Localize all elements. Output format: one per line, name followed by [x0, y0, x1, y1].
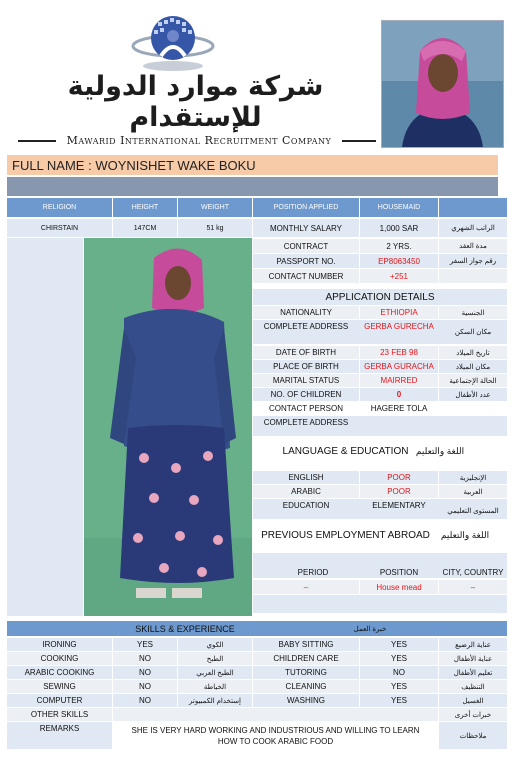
education-arabic: المستوى التعليمي: [447, 507, 499, 515]
contract-arabic: مدة العقد: [439, 239, 507, 253]
other-skills-arabic: خبرات أخرى: [439, 708, 507, 721]
pob-label: PLACE OF BIRTH: [253, 360, 359, 373]
company-logo: [128, 8, 218, 80]
language-title-arabic: اللغة والتعليم: [415, 445, 465, 456]
remarks-value: SHE IS VERY HARD WORKING AND INDUSTRIOUS AND WILLING TO LEARN HOW TO COOK ARABIC FOOD: [113, 722, 438, 749]
skill-washing-arabic: الغسيل: [439, 694, 507, 707]
skill-arabic-cooking-value: NO: [113, 666, 177, 679]
address-label: COMPLETE ADDRESS: [263, 321, 349, 331]
full-body-photo: [84, 238, 252, 616]
skill-washing-label: WASHING: [253, 694, 359, 707]
nationality-value: ETHIOPIA: [360, 306, 438, 319]
skill-cooking-arabic: الطبخ: [178, 652, 252, 665]
header-rule-left: [18, 140, 56, 142]
skill-babysitting-arabic: عناية الرضيع: [439, 638, 507, 651]
height-value: 147CM: [113, 219, 177, 237]
language-title: LANGUAGE & EDUCATION: [282, 445, 409, 457]
employment-title: PREVIOUS EMPLOYMENT ABROAD: [261, 529, 430, 541]
company-name-english: Mawarid International Recruitment Company: [66, 134, 332, 147]
position-applied-header: POSITION APPLIED: [253, 198, 359, 217]
country-header: CITY, COUNTRY: [442, 567, 504, 577]
arabic-value: POOR: [360, 485, 438, 498]
skill-tutoring-arabic: تعليم الأطفال: [439, 666, 507, 679]
weight-value: 51 kg: [178, 219, 252, 237]
application-details-title: APPLICATION DETAILS: [253, 289, 507, 305]
skill-cleaning-label: CLEANING: [253, 680, 359, 693]
company-name-arabic: شركة موارد الدولية للإستقدام: [67, 71, 324, 133]
height-header: HEIGHT: [113, 198, 177, 217]
passport-arabic: رقم جواز السفر: [439, 254, 507, 268]
salary-label: MONTHLY SALARY: [253, 219, 359, 237]
contact-number-value: +251: [360, 269, 438, 283]
pob-value: GERBA GURACHA: [360, 360, 438, 373]
skill-cooking-value: NO: [113, 652, 177, 665]
other-skills-value: [113, 708, 438, 721]
remarks-arabic: ملاحظات: [439, 722, 507, 749]
skill-cleaning-value: YES: [360, 680, 438, 693]
position-header: POSITION: [379, 567, 419, 577]
contact-number-label: CONTACT NUMBER: [253, 269, 359, 283]
skill-ironing-label: IRONING: [7, 638, 112, 651]
dob-arabic: تاريخ الميلاد: [439, 346, 507, 359]
passport-value: EP8063450: [360, 254, 438, 268]
remarks-label: REMARKS: [7, 722, 112, 749]
employment-blank-row: [253, 595, 507, 613]
english-arabic: الإنجليزية: [439, 471, 507, 484]
full-name-bar: [7, 155, 498, 175]
skill-childrencare-value: YES: [360, 652, 438, 665]
pob-arabic: مكان الميلاد: [439, 360, 507, 373]
salary-arabic: الراتب الشهري: [439, 219, 507, 237]
skill-cooking-label: COOKING: [7, 652, 112, 665]
skill-computer-label: COMPUTER: [7, 694, 112, 707]
english-label: ENGLISH: [253, 471, 359, 484]
skills-title-arabic: خبرة العمل: [353, 625, 387, 633]
country-value: –: [439, 580, 507, 594]
education-value: ELEMENTARY: [372, 501, 426, 510]
nationality-arabic: الجنسية: [439, 306, 507, 319]
skill-washing-value: YES: [360, 694, 438, 707]
children-arabic: عدد الأطفال: [439, 388, 507, 401]
contract-value: 2 YRS.: [360, 239, 438, 253]
skill-sewing-value: NO: [113, 680, 177, 693]
skill-computer-value: NO: [113, 694, 177, 707]
portrait-photo: [381, 20, 504, 148]
skill-childrencare-label: CHILDREN CARE: [253, 652, 359, 665]
skills-title: SKILLS & EXPERIENCE: [135, 623, 235, 634]
skills-title-row: [7, 621, 507, 636]
other-skills-label: OTHER SKILLS: [7, 708, 112, 721]
education-label: EDUCATION: [282, 501, 330, 510]
summary-header-blank: [439, 198, 507, 217]
full-name: FULL NAME : WOYNISHET WAKE BOKU: [12, 157, 256, 173]
skill-tutoring-label: TUTORING: [253, 666, 359, 679]
skill-arabic-cooking-arabic: الطبخ العربي: [178, 666, 252, 679]
gray-bar: [7, 177, 498, 196]
position-value: House mead: [360, 580, 438, 594]
marital-arabic: الحالة الإجتماعية: [439, 374, 507, 387]
marital-label: MARITAL STATUS: [253, 374, 359, 387]
housemaid-header: HOUSEMAID: [360, 198, 438, 217]
skill-babysitting-value: YES: [360, 638, 438, 651]
skill-babysitting-label: BABY SITTING: [253, 638, 359, 651]
skill-sewing-label: SEWING: [7, 680, 112, 693]
english-value: POOR: [360, 471, 438, 484]
contact-person-value: HAGERE TOLA: [360, 402, 438, 415]
contract-label: CONTRACT: [253, 239, 359, 253]
arabic-arabic: العربية: [439, 485, 507, 498]
nationality-label: NATIONALITY: [253, 306, 359, 319]
header-rule-right: [342, 140, 376, 142]
address-arabic: مكان السكن: [454, 329, 492, 336]
dob-label: DATE OF BIRTH: [253, 346, 359, 359]
period-value: –: [253, 580, 359, 594]
period-header: PERIOD: [297, 567, 329, 577]
skill-computer-arabic: إستخدام الكمبيوتر: [178, 694, 252, 707]
dob-value: 23 FEB 98: [360, 346, 438, 359]
contact-number-blank: [439, 269, 507, 283]
children-value: 0: [360, 388, 438, 401]
left-panel-bg: [7, 238, 83, 616]
religion-value: CHIRSTAIN: [7, 219, 112, 237]
skill-ironing-value: YES: [113, 638, 177, 651]
children-label: NO. OF CHILDREN: [253, 388, 359, 401]
skill-cleaning-arabic: التنظيف: [439, 680, 507, 693]
salary-value: 1,000 SAR: [360, 219, 438, 237]
marital-value: MAIRRED: [360, 374, 438, 387]
skill-tutoring-value: NO: [360, 666, 438, 679]
arabic-label: ARABIC: [253, 485, 359, 498]
employment-title-arabic: اللغة والتعليم: [440, 529, 490, 540]
skill-sewing-arabic: الخياطة: [178, 680, 252, 693]
skill-arabic-cooking-label: ARABIC COOKING: [7, 666, 112, 679]
address-value: GERBA GURECHA: [364, 321, 434, 331]
skill-childrencare-arabic: عناية الأطفال: [439, 652, 507, 665]
skill-ironing-arabic: الكوي: [178, 638, 252, 651]
contact-address-label: COMPLETE ADDRESS: [263, 417, 349, 427]
weight-header: WEIGHT: [178, 198, 252, 217]
contact-person-label: CONTACT PERSON: [253, 402, 359, 415]
passport-label: PASSPORT NO.: [253, 254, 359, 268]
religion-header: RELIGION: [7, 198, 112, 217]
